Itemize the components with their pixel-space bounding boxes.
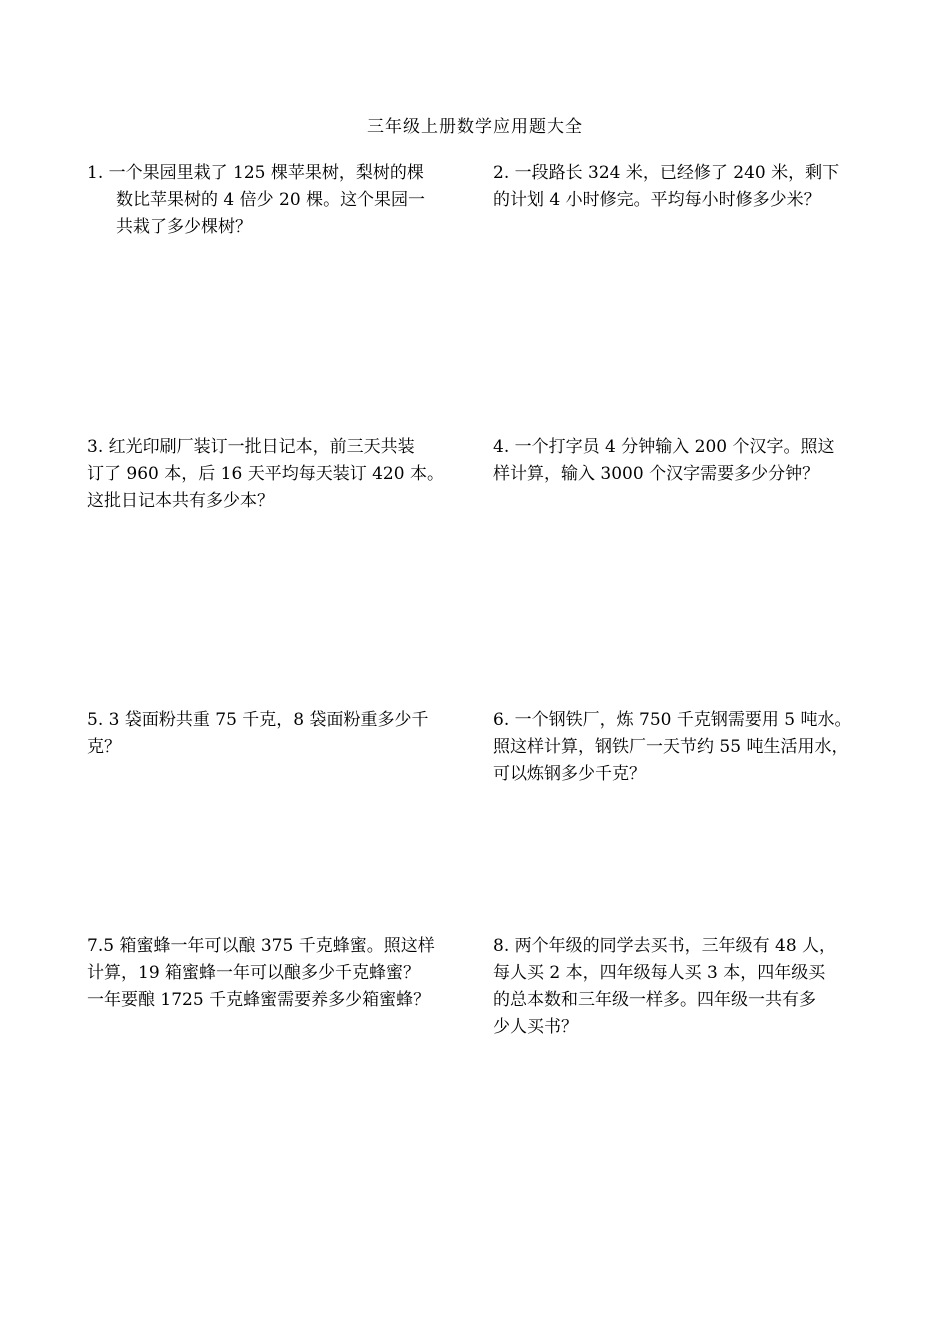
problem-line: 一年要酿 1725 千克蜂蜜需要养多少箱蜜蜂？ xyxy=(87,990,431,1010)
problem-line: 每人买 2 本，四年级每人买 3 本，四年级买 xyxy=(493,963,826,983)
problem-line: 订了 960 本，后 16 天平均每天装订 420 本。 xyxy=(87,464,444,484)
problem-4 xyxy=(493,434,835,488)
problem-line: 计算，19 箱蜜蜂一年可以酿多少千克蜂蜜？ xyxy=(87,963,421,983)
problem-line: 6. 一个钢铁厂，炼 750 千克钢需要用 5 吨水。 xyxy=(493,710,852,730)
problem-line: 的总本数和三年级一样多。四年级一共有多 xyxy=(493,990,816,1010)
problem-2 xyxy=(493,160,839,214)
problem-line: 少人买书？ xyxy=(493,1017,578,1037)
problem-line: 数比苹果树的 4 倍少 20 棵。这个果园一 xyxy=(116,190,426,210)
problem-1 xyxy=(87,160,425,241)
page-title: 三年级上册数学应用题大全 xyxy=(367,117,583,137)
problem-line: 7.5 箱蜜蜂一年可以酿 375 千克蜂蜜。照这样 xyxy=(87,936,435,956)
problem-line: 的计划 4 小时修完。平均每小时修多少米？ xyxy=(493,190,821,210)
problem-line: 样计算，输入 3000 个汉字需要多少分钟？ xyxy=(493,464,820,484)
problem-line: 1. 一个果园里栽了 125 棵苹果树，梨树的棵 xyxy=(87,163,424,183)
problem-7 xyxy=(87,933,435,1014)
problem-line: 2. 一段路长 324 米，已经修了 240 米，剩下 xyxy=(493,163,840,183)
problem-line: 克？ xyxy=(87,737,121,757)
problem-6 xyxy=(493,707,852,788)
problem-line: 共栽了多少棵树？ xyxy=(116,217,252,237)
problem-line: 5. 3 袋面粉共重 75 千克，8 袋面粉重多少千 xyxy=(87,710,429,730)
problem-line: 可以炼钢多少千克？ xyxy=(493,764,646,784)
problem-line: 照这样计算，钢铁厂一天节约 55 吨生活用水， xyxy=(493,737,849,757)
problem-line: 4. 一个打字员 4 分钟输入 200 个汉字。照这 xyxy=(493,437,835,457)
problem-line: 8. 两个年级的同学去买书，三年级有 48 人， xyxy=(493,936,837,956)
problem-5 xyxy=(87,707,429,761)
problem-3 xyxy=(87,434,444,515)
problem-line: 3. 红光印刷厂装订一批日记本，前三天共装 xyxy=(87,437,415,457)
problem-line: 这批日记本共有多少本？ xyxy=(87,491,274,511)
problem-8 xyxy=(493,933,836,1041)
